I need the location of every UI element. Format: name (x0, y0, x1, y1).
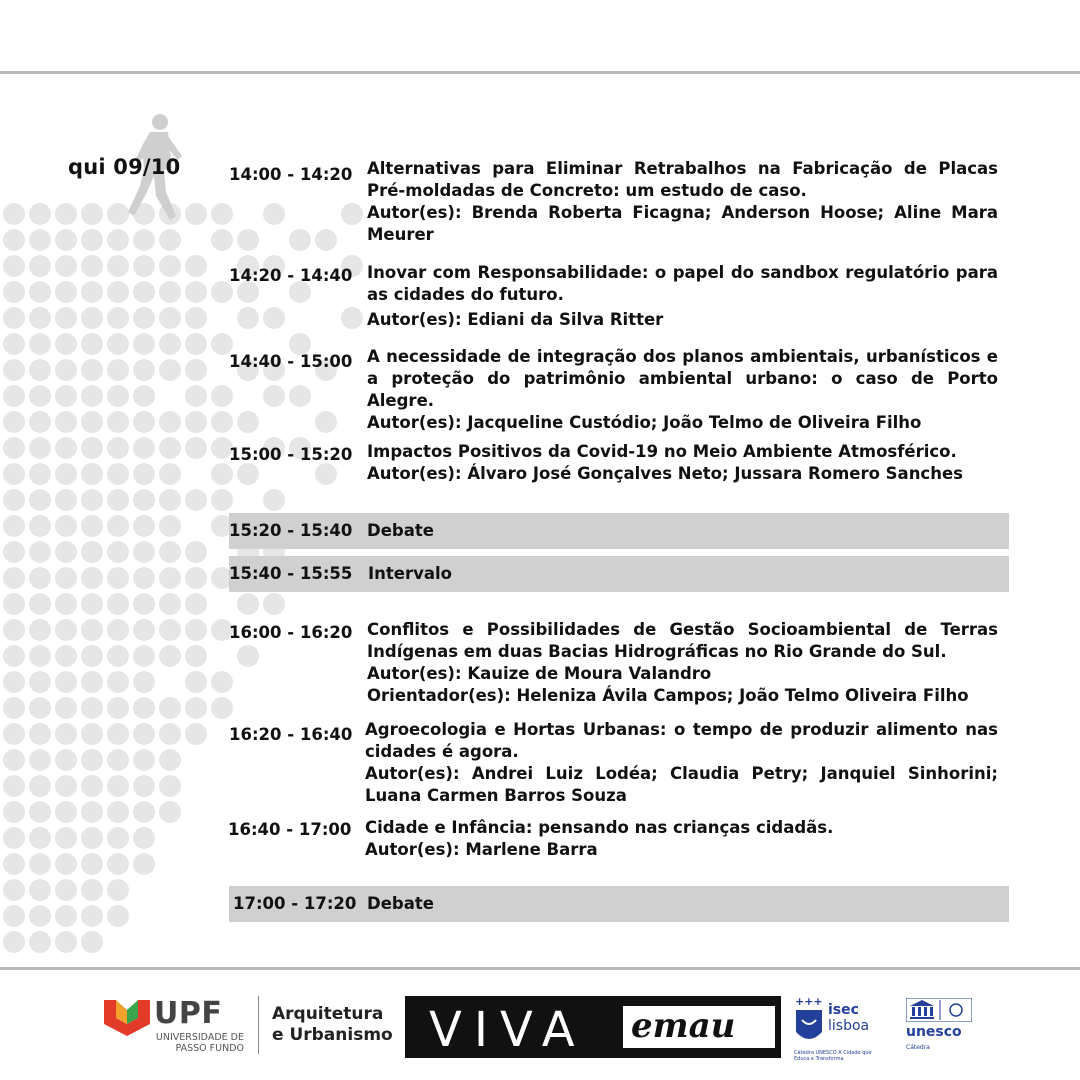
decorative-dot (29, 281, 51, 303)
decorative-dot (211, 203, 233, 225)
decorative-dot (55, 593, 77, 615)
decorative-dot (237, 411, 259, 433)
decorative-dot (29, 203, 51, 225)
decorative-dot (237, 463, 259, 485)
decorative-dot (55, 281, 77, 303)
decorative-dot (81, 281, 103, 303)
session-time: 14:20 - 14:40 (229, 266, 353, 285)
decorative-dot (159, 645, 181, 667)
decorative-dot (81, 515, 103, 537)
session-time: 16:40 - 17:00 (228, 820, 352, 839)
decorative-dot (3, 905, 25, 927)
session-description (367, 158, 998, 246)
decorative-dot (315, 411, 337, 433)
decorative-dot (29, 801, 51, 823)
arquitetura-logo (272, 1004, 393, 1046)
decorative-dot (29, 567, 51, 589)
decorative-dot (185, 437, 207, 459)
decorative-dot (185, 333, 207, 355)
decorative-dot (107, 853, 129, 875)
decorative-dot (81, 489, 103, 511)
decorative-dot (159, 697, 181, 719)
break-row-debate (229, 513, 1009, 549)
decorative-dot (159, 619, 181, 641)
decorative-dot (107, 775, 129, 797)
decorative-dot (133, 489, 155, 511)
decorative-dot (133, 749, 155, 771)
decorative-dot (81, 255, 103, 277)
session-description (367, 441, 998, 485)
decorative-dot (55, 359, 77, 381)
decorative-dot (107, 541, 129, 563)
break-label: Intervalo (368, 564, 452, 583)
decorative-dot (29, 593, 51, 615)
decorative-dot (159, 307, 181, 329)
decorative-dot (107, 749, 129, 771)
decorative-dot (107, 515, 129, 537)
session-description (367, 346, 998, 434)
decorative-dot (159, 463, 181, 485)
decorative-dot (55, 411, 77, 433)
decorative-dot (133, 567, 155, 589)
decorative-dot (211, 411, 233, 433)
upf-logo-text: UPF (154, 996, 223, 1031)
decorative-dot (81, 203, 103, 225)
decorative-dot (81, 671, 103, 693)
decorative-dot (81, 567, 103, 589)
decorative-dot (133, 671, 155, 693)
decorative-dot (29, 905, 51, 927)
decorative-dot (159, 255, 181, 277)
decorative-dot (211, 463, 233, 485)
break-label: Debate (367, 521, 434, 540)
bottom-divider (0, 967, 1080, 970)
session-authors: Autor(es): Álvaro José Gonçalves Neto; Jussara Romero Sanches (367, 464, 963, 483)
break-time: 15:20 - 15:40 (229, 521, 353, 540)
session-time: 15:00 - 15:20 (229, 445, 353, 464)
decorative-dot (159, 437, 181, 459)
decorative-dot (133, 229, 155, 251)
decorative-dot (107, 619, 129, 641)
decorative-dot (29, 307, 51, 329)
decorative-dot (133, 437, 155, 459)
decorative-dot (55, 255, 77, 277)
decorative-dot (81, 723, 103, 745)
decorative-dot (185, 411, 207, 433)
decorative-dot (81, 749, 103, 771)
decorative-dot (55, 437, 77, 459)
decorative-dot (237, 229, 259, 251)
decorative-dot (3, 255, 25, 277)
decorative-dot (3, 203, 25, 225)
decorative-dot (55, 853, 77, 875)
decorative-dot (159, 515, 181, 537)
decorative-dot (3, 723, 25, 745)
decorative-dot (185, 307, 207, 329)
decorative-dot (133, 723, 155, 745)
decorative-dot (185, 593, 207, 615)
arquitetura-line: Arquitetura (272, 1004, 384, 1024)
decorative-dot (185, 671, 207, 693)
decorative-dot (107, 827, 129, 849)
session-authors: Autor(es): Kauize de Moura Valandro (367, 664, 712, 683)
decorative-dot (185, 489, 207, 511)
decorative-dot (81, 931, 103, 953)
decorative-dot (107, 879, 129, 901)
decorative-dot (81, 541, 103, 563)
decorative-dot (133, 827, 155, 849)
sponsor-logos-bar (0, 990, 1080, 1060)
decorative-dot (55, 749, 77, 771)
session-authors: Autor(es): Brenda Roberta Ficagna; Anderson Hoose; Aline Mara Meurer (367, 203, 998, 244)
decorative-dot (3, 359, 25, 381)
decorative-dot (55, 515, 77, 537)
session-time: 14:00 - 14:20 (229, 165, 353, 184)
decorative-dot (185, 645, 207, 667)
decorative-dot (29, 437, 51, 459)
decorative-dot (133, 307, 155, 329)
session-title: Inovar com Responsabilidade: o papel do sandbox regulatório para as cidades do futuro. (367, 263, 998, 304)
session-authors: Autor(es): Jacqueline Custódio; João Telmo de Oliveira Filho (367, 413, 922, 432)
decorative-dot (81, 879, 103, 901)
decorative-dot (133, 385, 155, 407)
decorative-dot (185, 723, 207, 745)
decorative-dot (3, 671, 25, 693)
session-description (365, 817, 998, 861)
decorative-dot (341, 203, 363, 225)
viva-text: VIVA (429, 1002, 587, 1058)
urbanismo-line: e Urbanismo (272, 1025, 393, 1045)
decorative-dot (29, 229, 51, 251)
decorative-dot (107, 723, 129, 745)
decorative-dot (133, 255, 155, 277)
decorative-dot (81, 801, 103, 823)
session-description (367, 619, 998, 707)
decorative-dot (107, 463, 129, 485)
decorative-dot (133, 775, 155, 797)
decorative-dot (29, 645, 51, 667)
decorative-dot (3, 385, 25, 407)
decorative-dot (29, 359, 51, 381)
decorative-dot (211, 385, 233, 407)
decorative-dot (29, 749, 51, 771)
decorative-dot (107, 385, 129, 407)
decorative-dot (263, 385, 285, 407)
decorative-dot (107, 567, 129, 589)
decorative-dot (315, 463, 337, 485)
decorative-dot (29, 671, 51, 693)
decorative-dot (3, 697, 25, 719)
decorative-dot (55, 697, 77, 719)
decorative-dot (29, 723, 51, 745)
decorative-dot (107, 905, 129, 927)
unesco-subtitle: Cátedra (906, 1044, 930, 1051)
decorative-dot (29, 411, 51, 433)
emau-text: emau (631, 1006, 736, 1046)
decorative-dot (159, 801, 181, 823)
session-title: Conflitos e Possibilidades de Gestão Socioambiental de Terras Indígenas em duas Bacias Hidrográficas no Rio Grande do Sul. (367, 620, 998, 661)
session-title: Alternativas para Eliminar Retrabalhos na Fabricação de Placas Pré-moldadas de Concreto: um estudo de caso. (367, 159, 998, 200)
decorative-dot (29, 489, 51, 511)
decorative-dot (185, 541, 207, 563)
decorative-dot (133, 359, 155, 381)
decorative-dot (55, 463, 77, 485)
decorative-dot (55, 567, 77, 589)
decorative-dot (133, 281, 155, 303)
decorative-dot (211, 229, 233, 251)
decorative-dot (3, 489, 25, 511)
decorative-dot (185, 359, 207, 381)
decorative-dot (107, 671, 129, 693)
decorative-dot (185, 385, 207, 407)
decorative-dot (55, 619, 77, 641)
decorative-dot (81, 333, 103, 355)
decorative-dot (55, 489, 77, 511)
decorative-dot (81, 593, 103, 615)
viva-emau-logo (405, 996, 781, 1058)
decorative-dot (55, 203, 77, 225)
decorative-dot (81, 827, 103, 849)
decorative-dot (107, 229, 129, 251)
unesco-temple-icon (906, 998, 972, 1022)
decorative-dot (3, 281, 25, 303)
decorative-dot (159, 567, 181, 589)
decorative-dot (159, 229, 181, 251)
decorative-dot (55, 827, 77, 849)
logo-separator (258, 996, 259, 1054)
decorative-dot (81, 905, 103, 927)
decorative-dot (107, 333, 129, 355)
decorative-dot (81, 229, 103, 251)
decorative-dot (159, 749, 181, 771)
decorative-dot (3, 645, 25, 667)
decorative-dot (185, 697, 207, 719)
upf-logo-subtitle: UNIVERSIDADE DE PASSO FUNDO (155, 1032, 244, 1054)
decorative-dot (211, 671, 233, 693)
decorative-dot (81, 437, 103, 459)
isec-shield-icon (794, 996, 824, 1048)
decorative-dot (159, 359, 181, 381)
decorative-dot (3, 411, 25, 433)
isec-text: isec (828, 1002, 859, 1018)
decorative-dot (133, 645, 155, 667)
decorative-dot (159, 541, 181, 563)
decorative-dot (159, 775, 181, 797)
emau-box (623, 1006, 775, 1048)
decorative-dot (55, 333, 77, 355)
decorative-dot (159, 593, 181, 615)
decorative-dot (159, 723, 181, 745)
decorative-dot (29, 255, 51, 277)
decorative-dot (55, 671, 77, 693)
decorative-dot (3, 541, 25, 563)
decorative-dot (263, 203, 285, 225)
decorative-dot (3, 567, 25, 589)
break-label: Debate (367, 894, 434, 913)
break-row-debate-final (229, 886, 1009, 922)
session-title: Impactos Positivos da Covid-19 no Meio Ambiente Atmosférico. (367, 442, 957, 461)
decorative-dot (263, 489, 285, 511)
decorative-dot (159, 333, 181, 355)
break-time: 15:40 - 15:55 (229, 564, 353, 583)
session-time: 16:20 - 16:40 (229, 725, 353, 744)
decorative-dot (107, 437, 129, 459)
decorative-dot (107, 281, 129, 303)
decorative-dot (29, 541, 51, 563)
decorative-dot (185, 619, 207, 641)
top-divider (0, 71, 1080, 74)
decorative-dot (315, 229, 337, 251)
decorative-dot (263, 593, 285, 615)
decorative-dot (133, 593, 155, 615)
decorative-dot (211, 489, 233, 511)
decorative-dot (55, 931, 77, 953)
decorative-dot (107, 697, 129, 719)
decorative-dot (29, 775, 51, 797)
decorative-dot (107, 801, 129, 823)
unesco-text: unesco (906, 1024, 962, 1040)
decorative-dot (81, 853, 103, 875)
session-authors: Autor(es): Andrei Luiz Lodéa; Claudia Petry; Janquiel Sinhorini; Luana Carmen Barros Souza (365, 764, 998, 805)
decorative-dot (107, 489, 129, 511)
decorative-dot (341, 307, 363, 329)
decorative-dot (133, 853, 155, 875)
decorative-dot (237, 593, 259, 615)
decorative-dot (107, 307, 129, 329)
decorative-dot (29, 879, 51, 901)
decorative-dot (3, 775, 25, 797)
session-time: 14:40 - 15:00 (229, 352, 353, 371)
decorative-dot (3, 879, 25, 901)
decorative-dot (107, 359, 129, 381)
decorative-dot (133, 619, 155, 641)
session-advisors: Orientador(es): Heleniza Ávila Campos; João Telmo Oliveira Filho (367, 686, 969, 705)
decorative-dot (29, 619, 51, 641)
decorative-dot (3, 749, 25, 771)
decorative-dot (81, 775, 103, 797)
decorative-dot (29, 931, 51, 953)
decorative-dot (185, 567, 207, 589)
session-authors: Autor(es): Marlene Barra (365, 840, 598, 859)
decorative-dot (29, 333, 51, 355)
decorative-dot (107, 645, 129, 667)
decorative-dot (3, 801, 25, 823)
decorative-dot (81, 359, 103, 381)
decorative-dot (133, 333, 155, 355)
decorative-dot (29, 463, 51, 485)
decorative-dot (133, 463, 155, 485)
session-title: A necessidade de integração dos planos ambientais, urbanísticos e a proteção do patrimônio ambiental urbano: o caso de Porto Alegre. (367, 347, 998, 410)
decorative-dot (81, 385, 103, 407)
decorative-dot (133, 697, 155, 719)
decorative-dot (55, 723, 77, 745)
decorative-dot (55, 541, 77, 563)
decorative-dot (3, 437, 25, 459)
decorative-dot (55, 385, 77, 407)
decorative-dot (81, 307, 103, 329)
decorative-dot (3, 827, 25, 849)
decorative-dot (185, 281, 207, 303)
decorative-dot (3, 593, 25, 615)
decorative-dot (289, 385, 311, 407)
isec-lisboa-logo (828, 1002, 869, 1034)
decorative-dot (81, 463, 103, 485)
decorative-dot (81, 697, 103, 719)
isec-subtitle: Cátedra UNESCO A Cidade que Educa e Transforma (794, 1050, 872, 1062)
decorative-dot (55, 905, 77, 927)
upf-logo-icon (104, 1000, 150, 1036)
decorative-dot (55, 879, 77, 901)
lisboa-text: lisboa (828, 1018, 870, 1034)
decorative-dot (107, 593, 129, 615)
decorative-dot (55, 307, 77, 329)
decorative-dot (289, 229, 311, 251)
session-time: 16:00 - 16:20 (229, 623, 353, 642)
decorative-dot (107, 411, 129, 433)
decorative-dot (29, 697, 51, 719)
decorative-dot (3, 853, 25, 875)
decorative-dot (3, 307, 25, 329)
session-description (367, 262, 998, 331)
decorative-dot (133, 515, 155, 537)
decorative-dot (133, 801, 155, 823)
decorative-dot (237, 307, 259, 329)
decorative-dot (159, 281, 181, 303)
decorative-dot (159, 489, 181, 511)
session-title: Cidade e Infância: pensando nas crianças cidadãs. (365, 818, 834, 837)
decorative-dot (55, 775, 77, 797)
decorative-dot (3, 333, 25, 355)
session-authors: Autor(es): Ediani da Silva Ritter (367, 310, 664, 329)
decorative-dot (29, 385, 51, 407)
day-label: qui 09/10 (68, 155, 181, 179)
decorative-dot (159, 411, 181, 433)
decorative-dot (3, 229, 25, 251)
decorative-dot (55, 801, 77, 823)
session-description (365, 719, 998, 807)
decorative-dot (55, 229, 77, 251)
decorative-dot (3, 619, 25, 641)
session-title: Agroecologia e Hortas Urbanas: o tempo de produzir alimento nas cidades é agora. (365, 720, 998, 761)
decorative-dot (3, 515, 25, 537)
svg-text:+++: +++ (795, 996, 823, 1008)
decorative-dot (211, 697, 233, 719)
decorative-dot (55, 645, 77, 667)
decorative-dot (81, 619, 103, 641)
decorative-dot (133, 411, 155, 433)
decorative-dot (29, 515, 51, 537)
decorative-dot (29, 827, 51, 849)
decorative-dot (263, 307, 285, 329)
decorative-dot (29, 853, 51, 875)
break-row-intervalo (229, 556, 1009, 592)
decorative-dot (3, 463, 25, 485)
decorative-dot (237, 645, 259, 667)
decorative-dot (185, 255, 207, 277)
decorative-dot (81, 411, 103, 433)
decorative-dot (81, 645, 103, 667)
decorative-dot (3, 931, 25, 953)
decorative-dot (107, 255, 129, 277)
decorative-dot (133, 541, 155, 563)
break-time: 17:00 - 17:20 (233, 894, 357, 913)
